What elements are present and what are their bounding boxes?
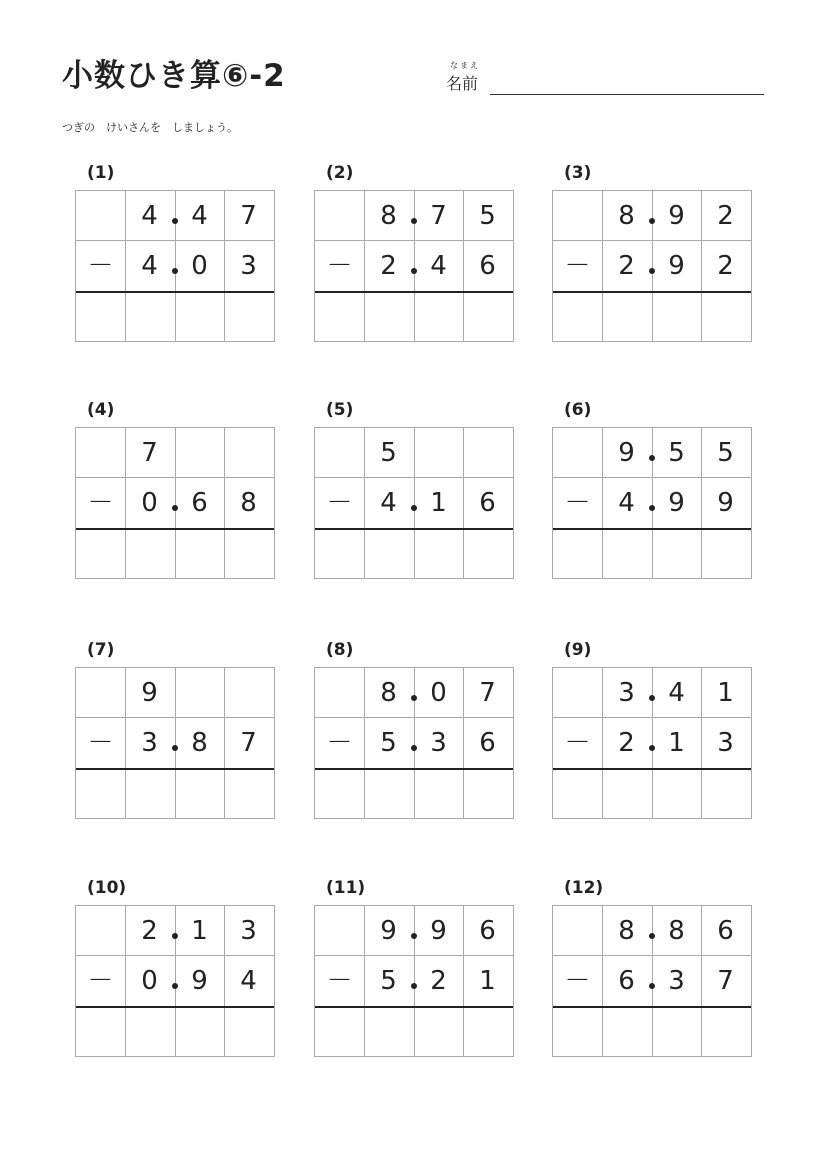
minus-sign: － bbox=[326, 966, 353, 996]
decimal-point bbox=[649, 695, 655, 701]
minuend-digit bbox=[315, 191, 364, 241]
problem-label: (1) bbox=[87, 163, 115, 183]
subtrahend-digit: 6 bbox=[479, 251, 496, 281]
minuend-digit bbox=[315, 906, 364, 956]
subtrahend-digit: 9 bbox=[717, 488, 734, 518]
answer-cell[interactable] bbox=[175, 769, 224, 819]
decimal-point bbox=[649, 505, 655, 511]
answer-cell[interactable] bbox=[76, 769, 125, 819]
minuend-digit bbox=[553, 906, 602, 956]
answer-cell[interactable] bbox=[553, 292, 602, 342]
minuend-digit: 1 bbox=[717, 678, 734, 708]
answer-cell[interactable] bbox=[125, 1007, 174, 1057]
subtrahend-digit: 7 bbox=[240, 728, 257, 758]
subtrahend-digit: 2 bbox=[717, 251, 734, 281]
answer-cell[interactable] bbox=[652, 769, 701, 819]
decimal-point bbox=[649, 983, 655, 989]
minuend-digit bbox=[315, 668, 364, 718]
problem-6 bbox=[552, 400, 752, 580]
answer-cell[interactable] bbox=[701, 292, 750, 342]
decimal-point bbox=[172, 933, 178, 939]
minus-sign: － bbox=[564, 728, 591, 758]
subtrahend-digit: 3 bbox=[240, 251, 257, 281]
subtrahend-digit: 4 bbox=[618, 488, 635, 518]
minuend-digit: 6 bbox=[479, 916, 496, 946]
answer-cell[interactable] bbox=[315, 1007, 364, 1057]
decimal-point bbox=[411, 268, 417, 274]
answer-cell[interactable] bbox=[315, 769, 364, 819]
problem-1 bbox=[75, 163, 275, 343]
subtrahend-digit: 5 bbox=[380, 728, 397, 758]
minuend-digit bbox=[175, 668, 224, 718]
problem-grid-box bbox=[552, 427, 752, 579]
minus-sign: － bbox=[87, 251, 114, 281]
answer-cell[interactable] bbox=[652, 292, 701, 342]
decimal-point bbox=[411, 983, 417, 989]
problem-grid-box bbox=[75, 667, 275, 819]
answer-cell[interactable] bbox=[463, 1007, 512, 1057]
answer-cell[interactable] bbox=[315, 292, 364, 342]
minuend-digit: 7 bbox=[430, 201, 447, 231]
minuend-digit: 4 bbox=[191, 201, 208, 231]
answer-cell[interactable] bbox=[652, 1007, 701, 1057]
minuend-digit bbox=[553, 668, 602, 718]
minuend-digit bbox=[175, 428, 224, 478]
subtrahend-digit: 3 bbox=[430, 728, 447, 758]
decimal-point bbox=[411, 505, 417, 511]
subtrahend-digit: 6 bbox=[618, 966, 635, 996]
problem-label: (6) bbox=[564, 400, 592, 420]
instruction-text: つぎの けいさんを しましょう。 bbox=[62, 121, 238, 134]
answer-cell[interactable] bbox=[315, 529, 364, 579]
problem-10 bbox=[75, 878, 275, 1058]
minuend-digit: 1 bbox=[191, 916, 208, 946]
minuend-digit bbox=[76, 191, 125, 241]
problem-grid-box bbox=[314, 427, 514, 579]
decimal-point bbox=[649, 268, 655, 274]
subtrahend-digit: 3 bbox=[668, 966, 685, 996]
subtrahend-digit: 2 bbox=[618, 251, 635, 281]
subtrahend-digit: 4 bbox=[430, 251, 447, 281]
minuend-digit: 8 bbox=[618, 916, 635, 946]
decimal-point bbox=[172, 505, 178, 511]
decimal-point bbox=[411, 933, 417, 939]
answer-cell[interactable] bbox=[364, 769, 413, 819]
answer-cell[interactable] bbox=[414, 292, 463, 342]
subtrahend-digit: 6 bbox=[479, 728, 496, 758]
problem-label: (11) bbox=[326, 878, 366, 898]
subtrahend-digit: 4 bbox=[240, 966, 257, 996]
subtrahend-digit: 1 bbox=[479, 966, 496, 996]
subtrahend-digit: 9 bbox=[668, 251, 685, 281]
subtrahend-digit: 9 bbox=[668, 488, 685, 518]
minus-sign: － bbox=[87, 728, 114, 758]
problem-7 bbox=[75, 640, 275, 820]
minus-sign: － bbox=[87, 488, 114, 518]
minuend-digit: 5 bbox=[717, 438, 734, 468]
decimal-point bbox=[649, 933, 655, 939]
minuend-digit: 0 bbox=[430, 678, 447, 708]
minuend-digit: 3 bbox=[618, 678, 635, 708]
problem-grid-box bbox=[314, 905, 514, 1057]
minuend-digit bbox=[315, 428, 364, 478]
answer-cell[interactable] bbox=[701, 1007, 750, 1057]
answer-cell[interactable] bbox=[553, 1007, 602, 1057]
problem-12 bbox=[552, 878, 752, 1058]
problem-label: (8) bbox=[326, 640, 354, 660]
minuend-digit: 8 bbox=[380, 678, 397, 708]
problem-grid-box bbox=[75, 190, 275, 342]
decimal-point bbox=[411, 218, 417, 224]
subtrahend-digit: 2 bbox=[430, 966, 447, 996]
answer-cell[interactable] bbox=[414, 1007, 463, 1057]
problem-grid-box bbox=[75, 427, 275, 579]
problem-8 bbox=[314, 640, 514, 820]
answer-cell[interactable] bbox=[224, 529, 273, 579]
problem-label: (10) bbox=[87, 878, 127, 898]
answer-cell[interactable] bbox=[652, 529, 701, 579]
name-furigana: なまえ bbox=[450, 61, 480, 70]
answer-cell[interactable] bbox=[701, 529, 750, 579]
minuend-digit bbox=[76, 428, 125, 478]
problem-grid-box bbox=[552, 667, 752, 819]
answer-cell[interactable] bbox=[414, 769, 463, 819]
answer-cell[interactable] bbox=[76, 1007, 125, 1057]
subtrahend-digit: 1 bbox=[430, 488, 447, 518]
answer-cell[interactable] bbox=[76, 292, 125, 342]
minuend-digit bbox=[76, 906, 125, 956]
name-line[interactable] bbox=[490, 94, 764, 95]
subtrahend-digit: 2 bbox=[618, 728, 635, 758]
minus-sign: － bbox=[326, 728, 353, 758]
problem-2 bbox=[314, 163, 514, 343]
answer-cell[interactable] bbox=[364, 529, 413, 579]
minuend-digit: 5 bbox=[668, 438, 685, 468]
subtrahend-digit: 3 bbox=[141, 728, 158, 758]
minuend-digit: 6 bbox=[717, 916, 734, 946]
problem-5 bbox=[314, 400, 514, 580]
minuend-digit: 8 bbox=[380, 201, 397, 231]
subtrahend-digit: 5 bbox=[380, 966, 397, 996]
decimal-point bbox=[172, 983, 178, 989]
subtrahend-digit: 3 bbox=[717, 728, 734, 758]
answer-cell[interactable] bbox=[463, 292, 512, 342]
problem-label: (2) bbox=[326, 163, 354, 183]
name-label: 名前 bbox=[446, 74, 479, 93]
answer-cell[interactable] bbox=[414, 529, 463, 579]
answer-cell[interactable] bbox=[125, 769, 174, 819]
answer-cell[interactable] bbox=[602, 1007, 651, 1057]
answer-cell[interactable] bbox=[224, 769, 273, 819]
subtrahend-digit: 0 bbox=[141, 966, 158, 996]
minus-sign: － bbox=[564, 251, 591, 281]
minus-sign: － bbox=[564, 488, 591, 518]
minuend-digit bbox=[553, 191, 602, 241]
subtrahend-digit: 1 bbox=[668, 728, 685, 758]
answer-cell[interactable] bbox=[125, 292, 174, 342]
problem-grid-box bbox=[314, 190, 514, 342]
problem-label: (3) bbox=[564, 163, 592, 183]
minus-sign: － bbox=[564, 966, 591, 996]
minuend-digit: 9 bbox=[618, 438, 635, 468]
minuend-digit: 7 bbox=[479, 678, 496, 708]
subtrahend-digit: 8 bbox=[240, 488, 257, 518]
answer-cell[interactable] bbox=[553, 769, 602, 819]
answer-cell[interactable] bbox=[701, 769, 750, 819]
minuend-digit: 2 bbox=[717, 201, 734, 231]
minuend-digit: 9 bbox=[430, 916, 447, 946]
problem-label: (4) bbox=[87, 400, 115, 420]
subtrahend-digit: 9 bbox=[191, 966, 208, 996]
subtrahend-digit: 0 bbox=[141, 488, 158, 518]
decimal-point bbox=[411, 695, 417, 701]
minuend-digit: 4 bbox=[668, 678, 685, 708]
minus-sign: － bbox=[87, 966, 114, 996]
minuend-digit bbox=[76, 668, 125, 718]
minuend-digit: 2 bbox=[141, 916, 158, 946]
minuend-digit: 9 bbox=[668, 201, 685, 231]
worksheet-title: 小数ひき算⑥-2 bbox=[62, 58, 286, 94]
answer-cell[interactable] bbox=[364, 1007, 413, 1057]
answer-cell[interactable] bbox=[602, 769, 651, 819]
minuend-digit: 3 bbox=[240, 916, 257, 946]
answer-cell[interactable] bbox=[463, 769, 512, 819]
problem-grid-box bbox=[552, 190, 752, 342]
answer-cell[interactable] bbox=[76, 529, 125, 579]
problem-11 bbox=[314, 878, 514, 1058]
minuend-digit bbox=[414, 428, 463, 478]
decimal-point bbox=[649, 455, 655, 461]
problem-label: (7) bbox=[87, 640, 115, 660]
subtrahend-digit: 6 bbox=[191, 488, 208, 518]
problem-grid-box bbox=[552, 905, 752, 1057]
minuend-digit: 9 bbox=[141, 678, 158, 708]
problem-3 bbox=[552, 163, 752, 343]
problem-label: (5) bbox=[326, 400, 354, 420]
problem-label: (9) bbox=[564, 640, 592, 660]
subtrahend-digit: 6 bbox=[479, 488, 496, 518]
answer-cell[interactable] bbox=[553, 529, 602, 579]
answer-cell[interactable] bbox=[463, 529, 512, 579]
minuend-digit: 5 bbox=[479, 201, 496, 231]
decimal-point bbox=[649, 745, 655, 751]
decimal-point bbox=[411, 745, 417, 751]
subtrahend-digit: 2 bbox=[380, 251, 397, 281]
minuend-digit: 7 bbox=[240, 201, 257, 231]
answer-cell[interactable] bbox=[364, 292, 413, 342]
answer-cell[interactable] bbox=[175, 292, 224, 342]
answer-cell[interactable] bbox=[602, 529, 651, 579]
subtrahend-digit: 8 bbox=[191, 728, 208, 758]
minuend-digit: 9 bbox=[380, 916, 397, 946]
minuend-digit bbox=[224, 668, 273, 718]
problem-9 bbox=[552, 640, 752, 820]
minuend-digit: 7 bbox=[141, 438, 158, 468]
subtrahend-digit: 4 bbox=[141, 251, 158, 281]
minuend-digit: 8 bbox=[668, 916, 685, 946]
subtrahend-digit: 7 bbox=[717, 966, 734, 996]
answer-cell[interactable] bbox=[224, 1007, 273, 1057]
answer-cell[interactable] bbox=[602, 292, 651, 342]
minuend-digit bbox=[463, 428, 512, 478]
minuend-digit bbox=[224, 428, 273, 478]
answer-cell[interactable] bbox=[175, 1007, 224, 1057]
problem-grid-box bbox=[314, 667, 514, 819]
minuend-digit: 4 bbox=[141, 201, 158, 231]
minuend-digit bbox=[553, 428, 602, 478]
problem-4 bbox=[75, 400, 275, 580]
problem-label: (12) bbox=[564, 878, 604, 898]
problem-grid-box bbox=[75, 905, 275, 1057]
minus-sign: － bbox=[326, 251, 353, 281]
answer-cell[interactable] bbox=[125, 529, 174, 579]
minuend-digit: 5 bbox=[380, 438, 397, 468]
decimal-point bbox=[172, 218, 178, 224]
decimal-point bbox=[172, 745, 178, 751]
answer-cell[interactable] bbox=[224, 292, 273, 342]
minus-sign: － bbox=[326, 488, 353, 518]
minuend-digit: 8 bbox=[618, 201, 635, 231]
answer-cell[interactable] bbox=[175, 529, 224, 579]
decimal-point bbox=[649, 218, 655, 224]
decimal-point bbox=[172, 268, 178, 274]
subtrahend-digit: 4 bbox=[380, 488, 397, 518]
subtrahend-digit: 0 bbox=[191, 251, 208, 281]
